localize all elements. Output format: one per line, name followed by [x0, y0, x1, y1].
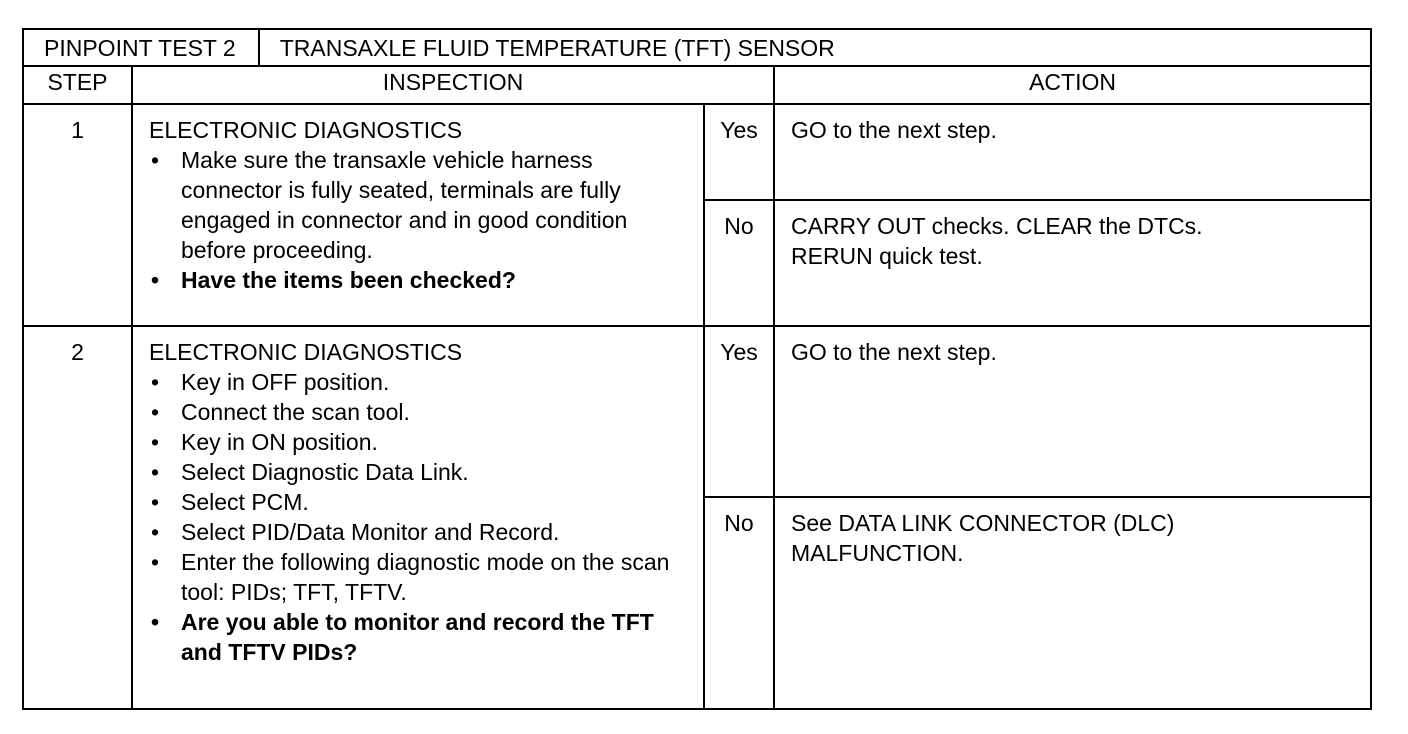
inspection-heading: ELECTRONIC DIAGNOSTICS [149, 339, 463, 365]
step-header: STEP [23, 66, 132, 104]
title-row [23, 29, 1371, 66]
inspection-item: • Select PID/Data Monitor and Record. [149, 517, 695, 547]
inspection-item: • Key in OFF position. [149, 367, 695, 397]
title-cell [23, 29, 1371, 66]
inspection-item: • Make sure the transaxle vehicle harness connector is fully seated, terminals are fully engaged in connector and in good condition before proceeding. [149, 145, 695, 265]
action-header: ACTION [774, 66, 1371, 104]
step-number: 2 [23, 326, 132, 709]
yes-label: Yes [704, 326, 774, 497]
inspection-header: INSPECTION [132, 66, 774, 104]
header-row [23, 66, 1371, 104]
no-action: See DATA LINK CONNECTOR (DLC) MALFUNCTION. [774, 497, 1371, 709]
test-name: TRANSAXLE FLUID TEMPERATURE (TFT) SENSOR [279, 34, 835, 61]
inspection-item: • Select PCM. [149, 487, 695, 517]
inspection-item: • Connect the scan tool. [149, 397, 695, 427]
inspection-heading: ELECTRONIC DIAGNOSTICS [149, 117, 463, 143]
step-row [23, 326, 1371, 497]
no-action: CARRY OUT checks. CLEAR the DTCs. RERUN quick test. [774, 200, 1371, 326]
pinpoint-test-table [22, 28, 1372, 710]
inspection-cell [132, 104, 704, 326]
inspection-items [149, 367, 695, 667]
inspection-item: • Key in ON position. [149, 427, 695, 457]
inspection-cell [132, 326, 704, 709]
inspection-items [149, 145, 695, 295]
no-label: No [704, 497, 774, 709]
yes-label: Yes [704, 104, 774, 200]
test-id: PINPOINT TEST 2 [24, 30, 260, 65]
inspection-question: • Are you able to monitor and record the TFT and TFTV PIDs? [149, 607, 695, 667]
inspection-question: • Have the items been checked? [149, 265, 695, 295]
step-row [23, 104, 1371, 200]
no-label: No [704, 200, 774, 326]
yes-action: GO to the next step. [774, 104, 1371, 200]
yes-action: GO to the next step. [774, 326, 1371, 497]
inspection-item: • Select Diagnostic Data Link. [149, 457, 695, 487]
step-number: 1 [23, 104, 132, 326]
inspection-item: • Enter the following diagnostic mode on the scan tool: PIDs; TFT, TFTV. [149, 547, 695, 607]
